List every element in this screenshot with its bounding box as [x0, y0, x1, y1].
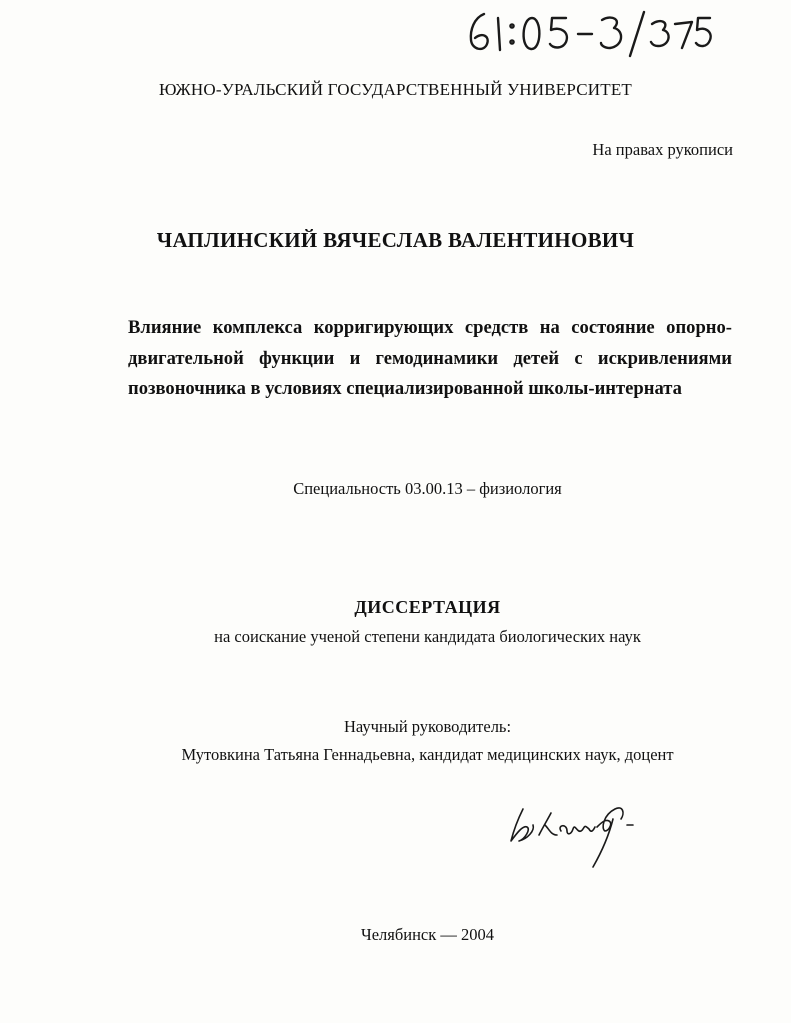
university-name: ЮЖНО-УРАЛЬСКИЙ ГОСУДАРСТВЕННЫЙ УНИВЕРСИТЕТ [158, 80, 633, 99]
document-type-heading: ДИССЕРТАЦИЯ [354, 597, 501, 617]
advisor-name: Мутовкина Татьяна Геннадьевна, кандидат медицинских наук, доцент [181, 745, 674, 764]
manuscript-rights-note: На правах рукописи [592, 140, 733, 159]
specialty-line: Специальность 03.00.13 – физиология [293, 479, 562, 498]
handwritten-archive-code [462, 8, 712, 58]
author-name: ЧАПЛИНСКИЙ ВЯЧЕСЛАВ ВАЛЕНТИНОВИЧ [156, 228, 635, 252]
degree-line: на соискание ученой степени кандидата биологических наук [214, 627, 641, 646]
dissertation-title: Влияние комплекса корригирующих средств на состояние опорно-двигательной функции и гемодинамики детей с искривлениями позвоночника в условиях специализированной школы-интерната [128, 317, 732, 399]
advisor-label: Научный руководитель: [343, 717, 512, 736]
advisor-signature [505, 795, 665, 870]
city-and-year: Челябинск — 2004 [360, 925, 494, 944]
